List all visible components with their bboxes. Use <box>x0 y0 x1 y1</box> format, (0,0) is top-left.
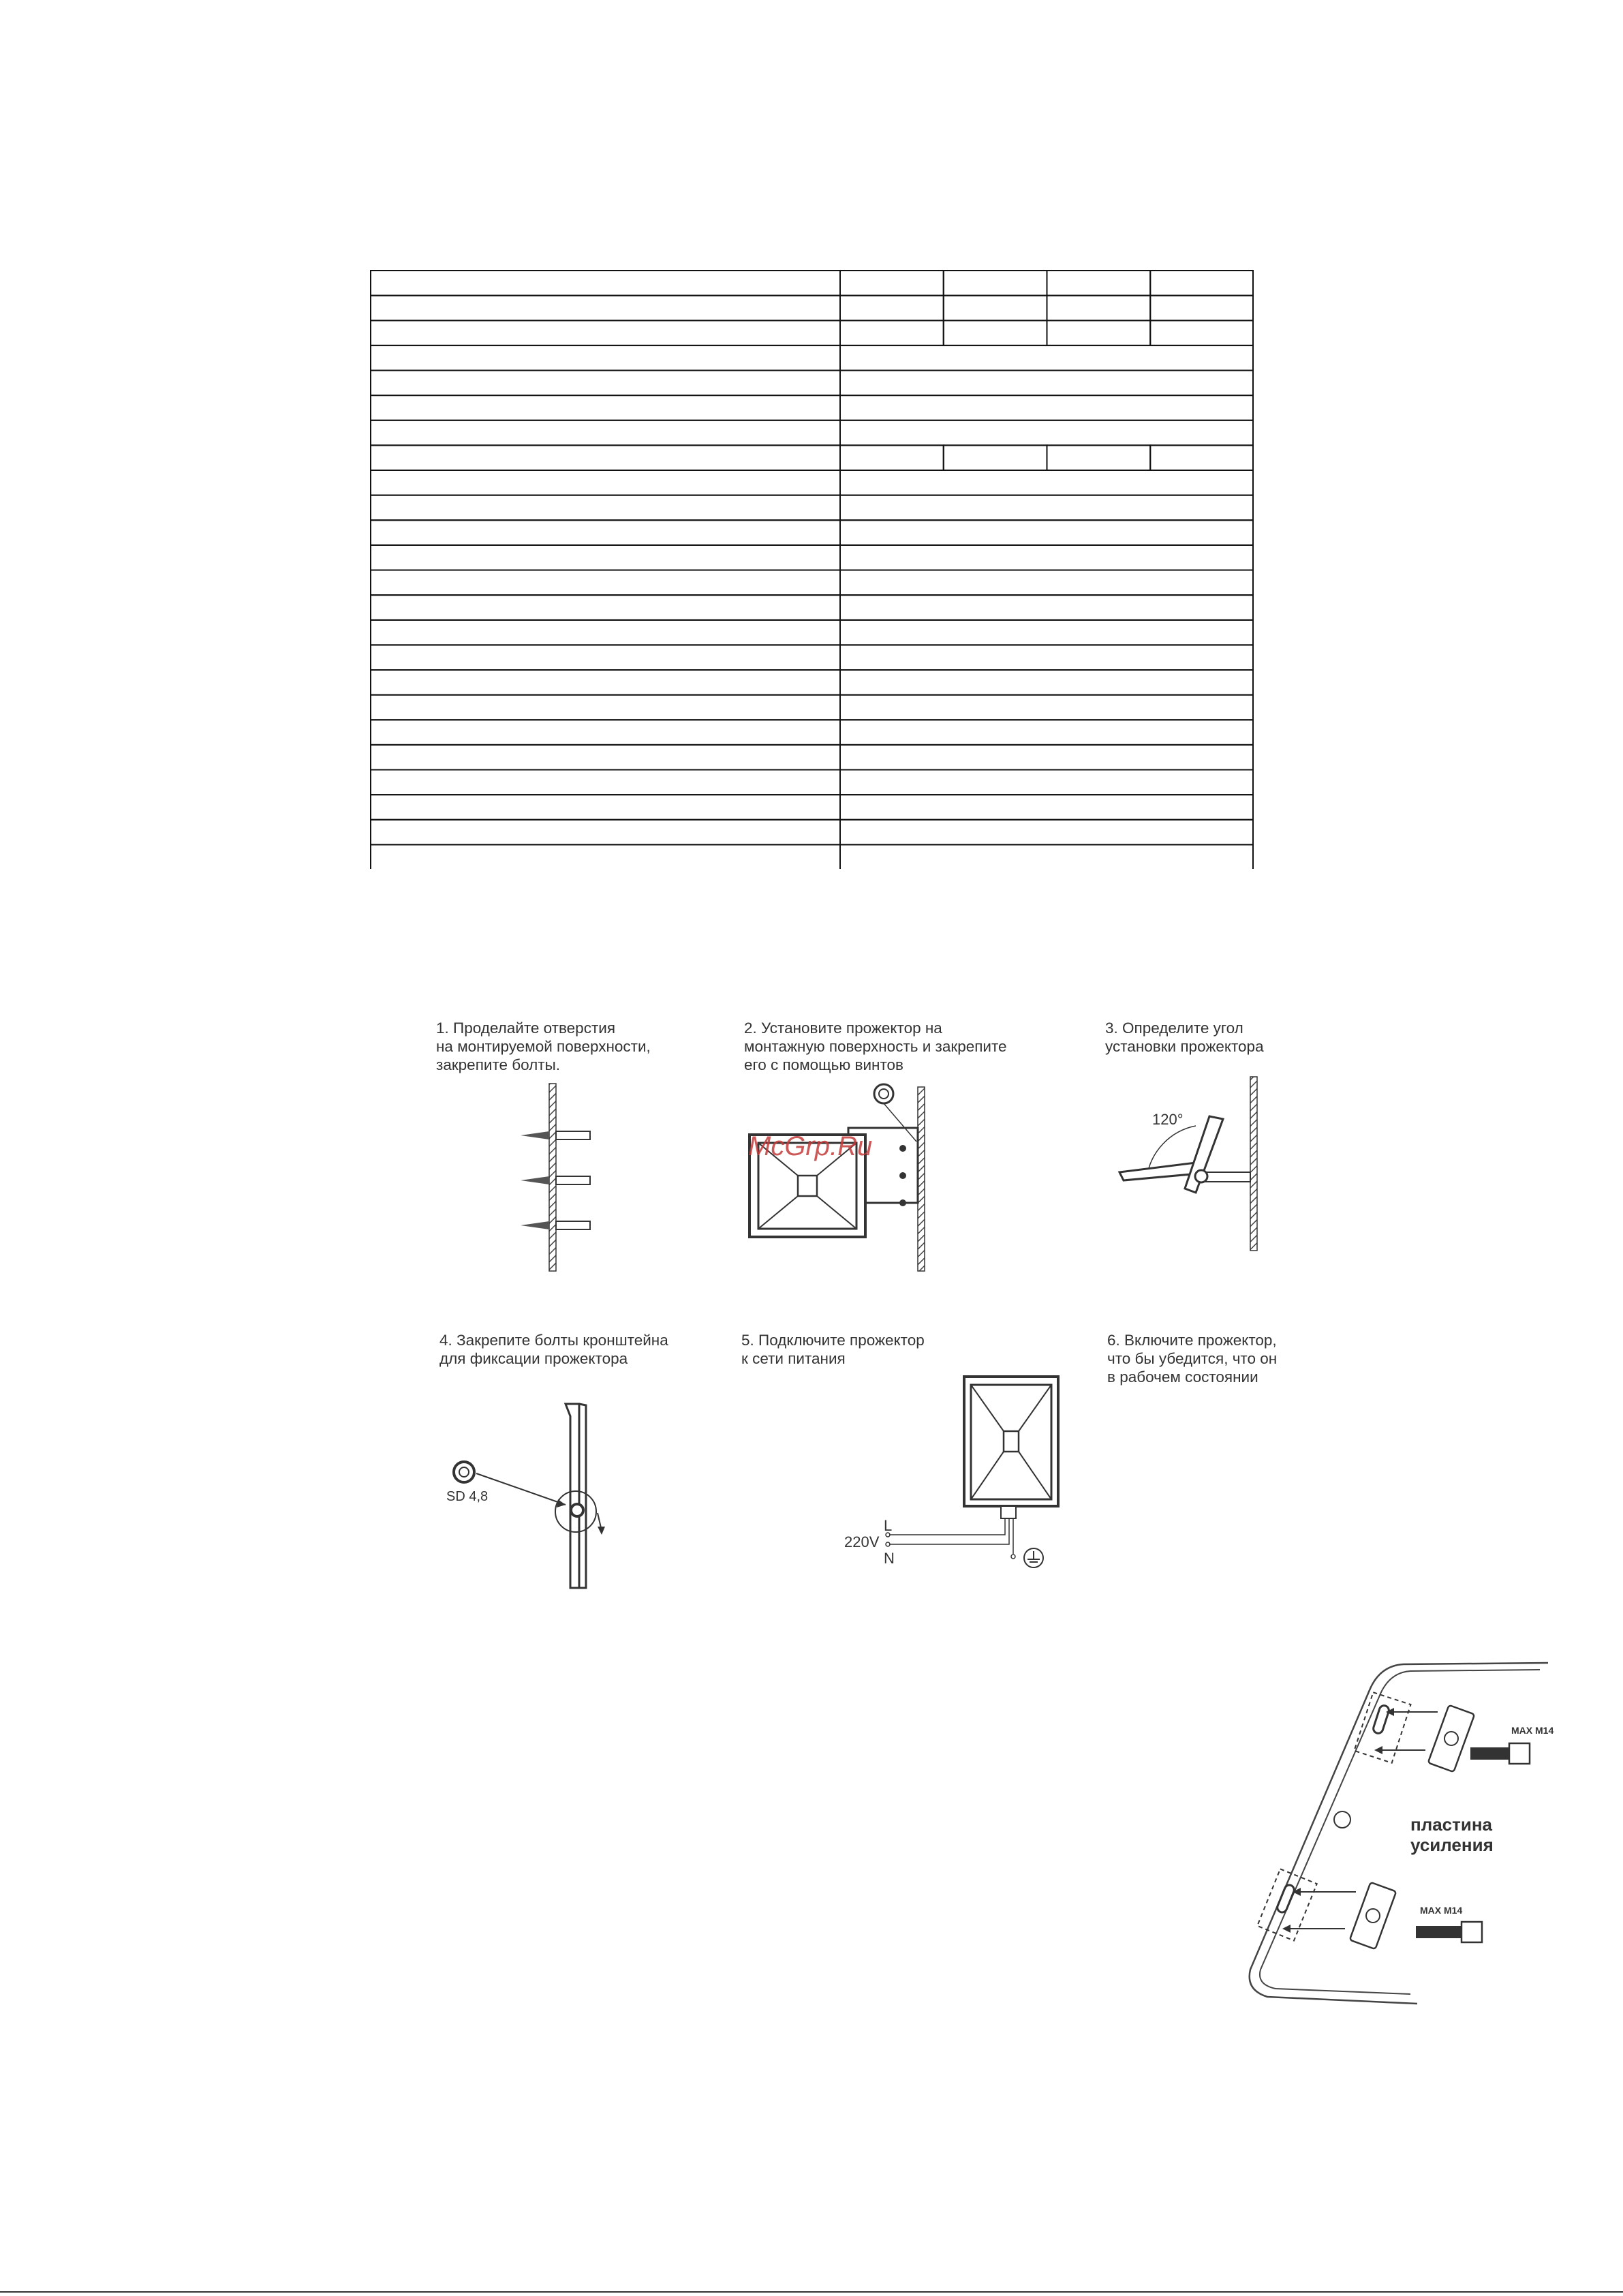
table-cell <box>840 296 944 321</box>
step-1-caption: 1. Проделайте отверстия на монтируемой поверхности, закрепите болты. <box>436 1020 651 1073</box>
table-cell <box>1047 320 1151 346</box>
table-cell <box>371 844 840 869</box>
angle-label: 120° <box>1152 1111 1184 1128</box>
table-cell <box>840 395 1253 420</box>
table-cell <box>371 346 840 371</box>
table-cell <box>840 320 944 346</box>
table-cell <box>371 695 840 720</box>
table-cell <box>371 495 840 521</box>
table-cell <box>371 371 840 396</box>
table-cell <box>371 420 840 446</box>
table-cell <box>840 645 1253 670</box>
table-cell <box>371 320 840 346</box>
reinforcement-figure <box>1240 1649 1554 2017</box>
screw-icon <box>874 1084 893 1103</box>
plate-label-line2: усиления <box>1410 1835 1494 1855</box>
anchor-bolt-icon <box>521 1176 590 1184</box>
table-cell <box>840 271 944 296</box>
table-cell <box>1150 296 1253 321</box>
table-cell <box>1150 271 1253 296</box>
table-cell <box>944 271 1047 296</box>
table-cell <box>371 795 840 820</box>
bolt-top-label: MAX M14 <box>1511 1725 1554 1736</box>
table-cell <box>840 570 1253 596</box>
table-cell <box>840 745 1253 770</box>
table-cell <box>371 770 840 795</box>
table-cell <box>840 720 1253 745</box>
table-cell <box>840 420 1253 446</box>
table-cell <box>371 296 840 321</box>
watermark: McGrp.Ru <box>748 1131 873 1161</box>
table-cell <box>371 445 840 470</box>
step-3-figure <box>1114 1077 1271 1254</box>
bolt-bottom-label: MAX M14 <box>1420 1905 1463 1916</box>
table-cell <box>840 844 1253 869</box>
table-cell <box>840 445 944 470</box>
ground-icon <box>1024 1548 1043 1567</box>
table-cell <box>371 645 840 670</box>
table-cell <box>840 470 1253 495</box>
table-cell <box>944 296 1047 321</box>
table-cell <box>371 720 840 745</box>
table-cell <box>371 395 840 420</box>
screw-size-label: SD 4,8 <box>446 1489 489 1504</box>
step-5-figure <box>835 1370 1066 1588</box>
table-cell <box>840 820 1253 845</box>
table-cell <box>1150 320 1253 346</box>
table-cell <box>371 820 840 845</box>
voltage-label: 220V <box>844 1533 880 1550</box>
floodlight-icon <box>964 1377 1058 1506</box>
table-cell <box>1047 271 1151 296</box>
anchor-bolt-icon <box>521 1221 590 1229</box>
table-cell <box>371 670 840 695</box>
table-cell <box>371 271 840 296</box>
bottom-divider <box>0 2291 1623 2293</box>
table-cell <box>371 545 840 570</box>
table-cell <box>840 620 1253 645</box>
table-cell <box>371 620 840 645</box>
table-cell <box>840 670 1253 695</box>
step-1-figure <box>511 1084 606 1274</box>
bolt-icon <box>1416 1922 1482 1942</box>
bolt-icon <box>1470 1743 1530 1764</box>
table-cell <box>371 520 840 545</box>
table-cell <box>371 470 840 495</box>
table-cell <box>1047 296 1151 321</box>
step-4-caption: 4. Закрепите болты кронштейна для фиксации прожектора <box>439 1332 668 1367</box>
table-cell <box>840 770 1253 795</box>
table-cell <box>840 371 1253 396</box>
screw-icon <box>454 1462 474 1482</box>
table-cell <box>371 570 840 596</box>
table-cell <box>840 495 1253 521</box>
table-cell <box>840 346 1253 371</box>
step-4-figure <box>446 1397 623 1595</box>
anchor-bolt-icon <box>521 1131 590 1139</box>
step-2-figure <box>739 1080 944 1274</box>
table-cell <box>840 795 1253 820</box>
step-6-caption: 6. Включите прожектор, что бы убедится, что он в рабочем состоянии <box>1107 1332 1278 1386</box>
neutral-label: N <box>884 1550 895 1567</box>
specification-table <box>370 270 1254 869</box>
step-3-caption: 3. Определите угол установки прожектора <box>1105 1020 1264 1055</box>
table-cell <box>944 320 1047 346</box>
table-cell <box>840 545 1253 570</box>
table-cell <box>840 520 1253 545</box>
table-cell <box>944 445 1047 470</box>
plate-label-line1: пластина <box>1410 1814 1493 1835</box>
table-cell <box>840 595 1253 620</box>
phase-label: L <box>884 1517 893 1534</box>
table-cell <box>371 745 840 770</box>
table-cell <box>840 695 1253 720</box>
table-cell <box>371 595 840 620</box>
step-2-caption: 2. Установите прожектор на монтажную поверхность и закрепите его с помощью винтов <box>744 1020 1007 1073</box>
table-cell <box>1047 445 1151 470</box>
step-5-caption: 5. Подключите прожектор к сети питания <box>741 1332 925 1367</box>
table-cell <box>1150 445 1253 470</box>
